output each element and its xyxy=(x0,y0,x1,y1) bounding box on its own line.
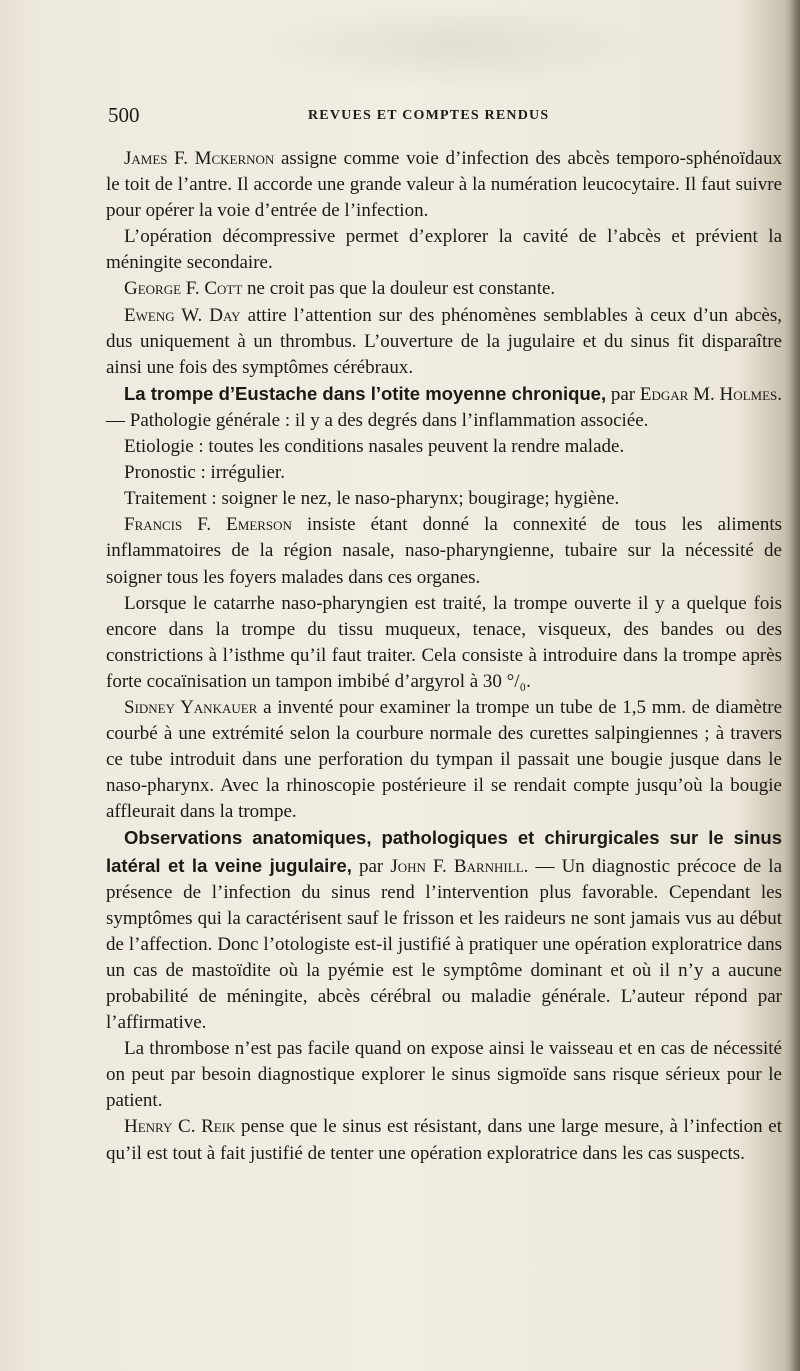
author-name: Henry C. Reik xyxy=(124,1116,236,1138)
paragraph-etiologie xyxy=(106,434,782,460)
paragraph-text: a inventé pour examiner la trompe un tube de 1,5 mm. de diamètre courbé à une extrémité selon la courbure normale des curettes salpingiennes ; à travers ce tube introduit dans une perforation du tympan il passait une bougie jusque dans le naso-pharynx. Avec la rhinoscopie postérieure il se rendait compte jusqu’où la bougie affleurait dans la trompe. xyxy=(106,696,782,823)
paragraph-text: pense que le sinus est résistant, dans une large mesure, à l’infection et qu’il est tout à fait justifié de tenter une opération exploratrice dans les cas suspects. xyxy=(106,1116,782,1164)
body-text xyxy=(106,146,782,1167)
author-name: Edgar M. Holmes xyxy=(639,383,778,405)
paragraph-observations xyxy=(106,825,782,1036)
paragraph-text: La thrombose n’est pas facile quand on expose ainsi le vaisseau et en cas de nécessité on peut par besoin diagnostique explorer le sinus sigmoïde sans risque sérieux pour le patient. xyxy=(106,1038,782,1112)
paragraph-text: insiste étant donné la connexité de tous les aliments inflammatoires de la région nasale, naso-pharyngienne, tubaire sur la nécessité de soigner tous les foyers malades dans ces organes. xyxy=(106,514,782,588)
author-name: Eweng W. Day xyxy=(124,304,241,326)
page-header xyxy=(108,100,784,130)
page-number: 500 xyxy=(108,103,140,127)
section-title: La trompe d’Eustache dans l’otite moyenne chronique, xyxy=(124,382,607,404)
running-title: REVUES ET COMPTES RENDUS xyxy=(308,108,550,123)
author-name: James F. Mckernon xyxy=(124,148,275,169)
connector-text: par xyxy=(351,855,391,877)
paragraph-thrombose xyxy=(106,1036,782,1114)
paragraph-cott xyxy=(106,276,782,302)
paragraph-text: Lorsque le catarrhe naso-pharyngien est traité, la trompe ouverte il y a quelque fois encore dans la trompe du tissu muqueux, tenace, visqueux, des bandes ou des constrictions à l’isthme qu’il faut traiter. Cela consiste à introduire dans la trompe après forte cocaïnisation un tampon imbibé d’argyrol à 30 °/₀. xyxy=(106,592,782,692)
connector-text: par xyxy=(606,383,640,405)
paragraph-text: assigne comme voie d’infection des abcès temporo-sphénoïdaux le toit de l’antre. Il accorde une grande valeur à la numération leucocytaire. Il faut suivre pour opérer la voie d’entrée de l’infection. xyxy=(106,148,782,222)
paragraph-day xyxy=(106,303,782,381)
paragraph-operation xyxy=(106,224,782,276)
author-name: John F. Barnhill xyxy=(390,855,524,877)
author-name: Francis F. Emerson xyxy=(124,514,292,536)
paragraph-text: Pronostic : irrégulier. xyxy=(124,462,285,484)
author-name: Sidney Yankauer xyxy=(124,696,258,718)
paragraph-text: Traitement : soigner le nez, le naso-pharynx; bougirage; hygiène. xyxy=(124,488,620,510)
paragraph-traitement xyxy=(106,486,782,512)
paragraph-yankauer xyxy=(106,695,782,825)
paragraph-text: ne croit pas que la douleur est constante. xyxy=(242,278,556,300)
paragraph-text: attire l’attention sur des phénomènes semblables à ceux d’un abcès, dus uniquement à un thrombus. L’ouverture de la jugulaire et du sinus fit disparaître ainsi une fois des symptômes cérébraux. xyxy=(106,304,782,378)
paper-smudge xyxy=(250,0,650,90)
paragraph-reik xyxy=(106,1114,782,1166)
page-edge-shadow xyxy=(790,0,800,1371)
section-title: Observations anatomiques, pathologiques et chirurgicales sur le sinus latéral et la veine jugulaire, xyxy=(106,827,782,876)
paragraph-trompe xyxy=(106,381,782,434)
paragraph-text: L’opération décompressive permet d’explorer la cavité de l’abcès et prévient la méningite secondaire. xyxy=(106,226,782,274)
paragraph-text: Etiologie : toutes les conditions nasales peuvent la rendre malade. xyxy=(124,436,625,458)
paragraph-mckernon xyxy=(106,146,782,224)
author-name: George F. Cott xyxy=(124,278,243,300)
paragraph-catarrhe xyxy=(106,591,782,695)
paragraph-pronostic xyxy=(106,460,782,486)
paragraph-emerson xyxy=(106,512,782,590)
paragraph-text: . — Un diagnostic précoce de la présence de l’infection du sinus rend l’intervention plus favorable. Cependant les symptômes qui la caractérisent sauf le frisson et les raideurs ne sont jamais vus au début de l’affection. Donc l’otologiste est-il justifié à pratiquer une opération exploratrice dans un cas de mastoïdite où la pyémie est le symptôme dominant et où il n’y a aucune probabilité de méningite, abcès cérébral ou maladie générale. L’auteur répond par l’affirmative. xyxy=(106,855,783,1034)
paragraph-text: .— Pathologie générale : il y a des degrés dans l’inflammation associée. xyxy=(106,383,783,431)
